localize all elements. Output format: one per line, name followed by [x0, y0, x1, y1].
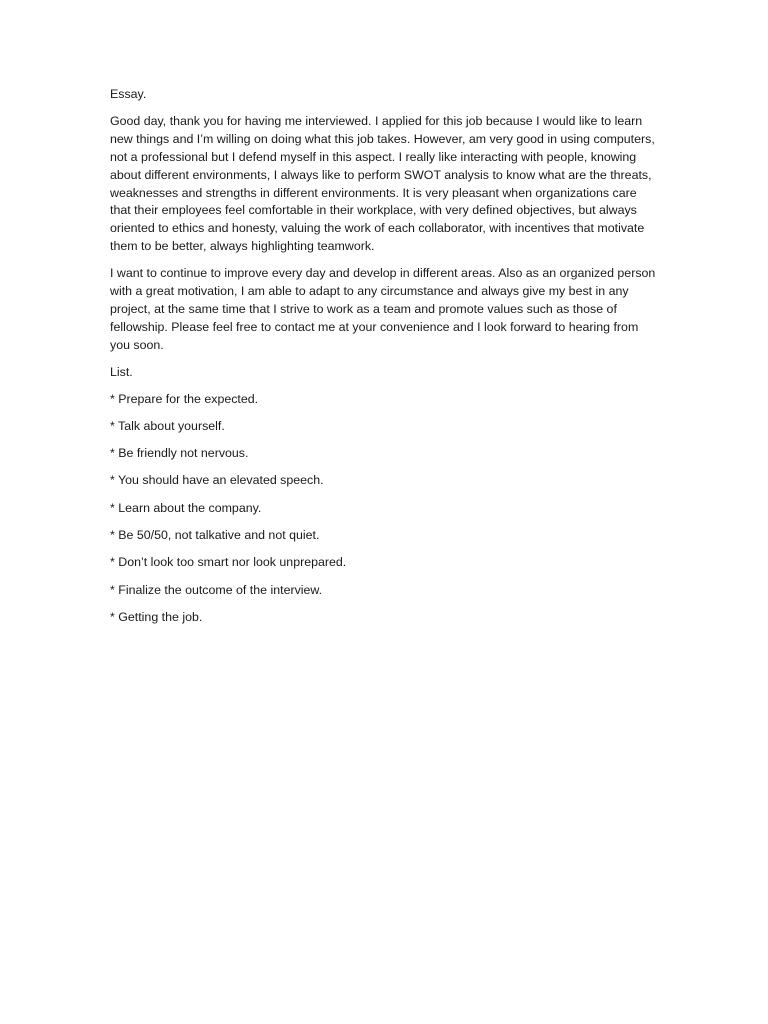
list-item: * Be friendly not nervous. [110, 446, 249, 461]
list-item: * Getting the job. [110, 609, 203, 624]
tips-list [110, 391, 658, 627]
list-item: * Learn about the company. [110, 500, 262, 515]
essay-paragraph-1: Good day, thank you for having me interviewed. I applied for this job because I would like to learn new things and I’m willing on doing what this job takes. However, am very good in using computers, not a professional but I defend myself in this aspect. I really like interacting with people, knowing about different environments, I always like to perform SWOT analysis to know what are the threats, weaknesses and strengths in different environments. It is very pleasant when organizations care that their employees feel comfortable in their workplace, with very defined objectives, but always oriented to ethics and honesty, valuing the work of each collaborator, with incentives that motivate them to be better, always highlighting teamwork. [110, 113, 655, 254]
list-item: * You should have an elevated speech. [110, 473, 324, 488]
list-item: * Be 50/50, not talkative and not quiet. [110, 528, 320, 543]
essay-paragraph-2: I want to continue to improve every day and develop in different areas. Also as an organized person with a great motivation, I am able to adapt to any circumstance and always give my best in any project, at the same time that I strive to work as a team and promote values such as those of fellowship. Please feel free to contact me at your convenience and I look forward to hearing from you soon. [110, 266, 656, 352]
list-item: * Prepare for the expected. [110, 391, 259, 406]
list-item: * Finalize the outcome of the interview. [110, 582, 323, 597]
document-content [110, 86, 658, 636]
list-item: * Talk about yourself. [110, 418, 225, 433]
essay-heading: Essay. [110, 87, 147, 101]
list-heading: List. [110, 364, 133, 379]
list-item: * Don’t look too smart nor look unprepared. [110, 555, 347, 570]
